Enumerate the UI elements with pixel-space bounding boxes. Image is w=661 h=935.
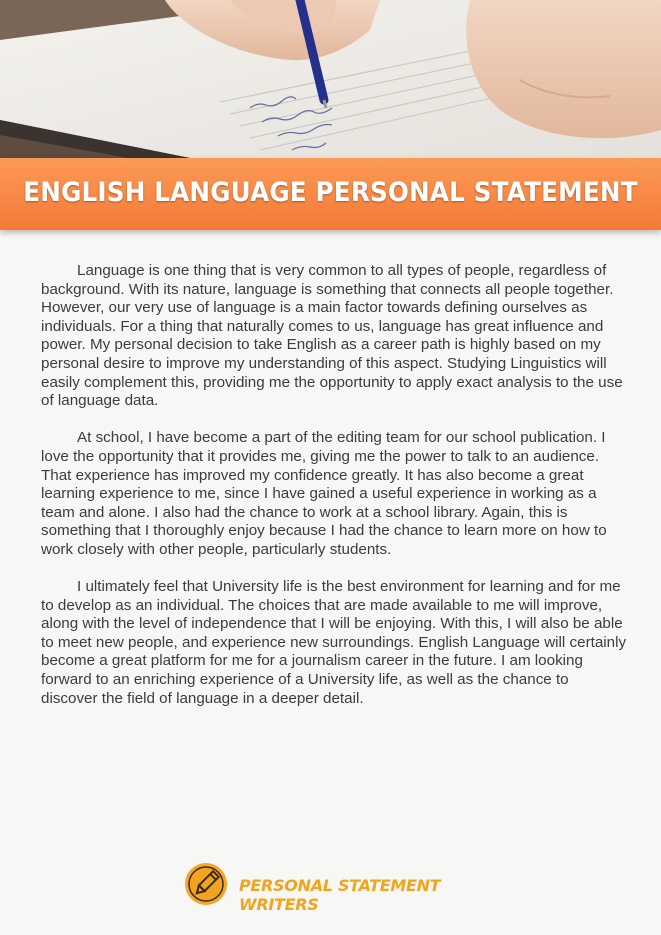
paragraph-3: I ultimately feel that University life is the best environment for learning and for me to develop as an individual. The choices that are made available to me will improve, along with the level of independence that I will be enjoying. With this, I will also be able to meet new people, and experience new surroundings. English Language will certainly become a great platform for me for a journalism career in the future. I am looking forward to an enriching experience of a University life, as well as the chance to discover the field of language in a deeper detail.	[41, 578, 627, 707]
title-banner	[0, 158, 661, 230]
brand-name: PERSONAL STATEMENT WRITERS	[239, 876, 441, 914]
statement-body	[41, 262, 627, 727]
header-photo	[0, 0, 661, 162]
paragraph-1: Language is one thing that is very common to all types of people, regardless of background. With its nature, language is something that connects all people together. However, our very use of language is a main factor towards defining ourselves as individuals. For a thing that naturally comes to us, language has great influence and power. My personal decision to take English as a career path is highly based on my personal desire to improve my understanding of this aspect. Studying Linguistics will easily complement this, providing me the opportunity to apply exact analysis to the use of language data.	[41, 262, 623, 410]
paragraph-2: At school, I have become a part of the editing team for our school publication. I love the opportunity that it provides me, giving me the power to talk to an audience. That experience has improved my confidence greatly. It has also become a great learning experience to me, since I have gained a useful experience in working as a team and alone. I also had the chance to work at a school library. Again, this is something that I thoroughly enjoy because I had the chance to learn more on how to work closely with other people, particularly students.	[41, 429, 607, 558]
page-title: ENGLISH LANGUAGE PERSONAL STATEMENT	[23, 177, 638, 208]
hand-writing-illustration	[0, 0, 661, 162]
pencil-icon	[184, 862, 228, 906]
footer-brand	[184, 862, 504, 914]
